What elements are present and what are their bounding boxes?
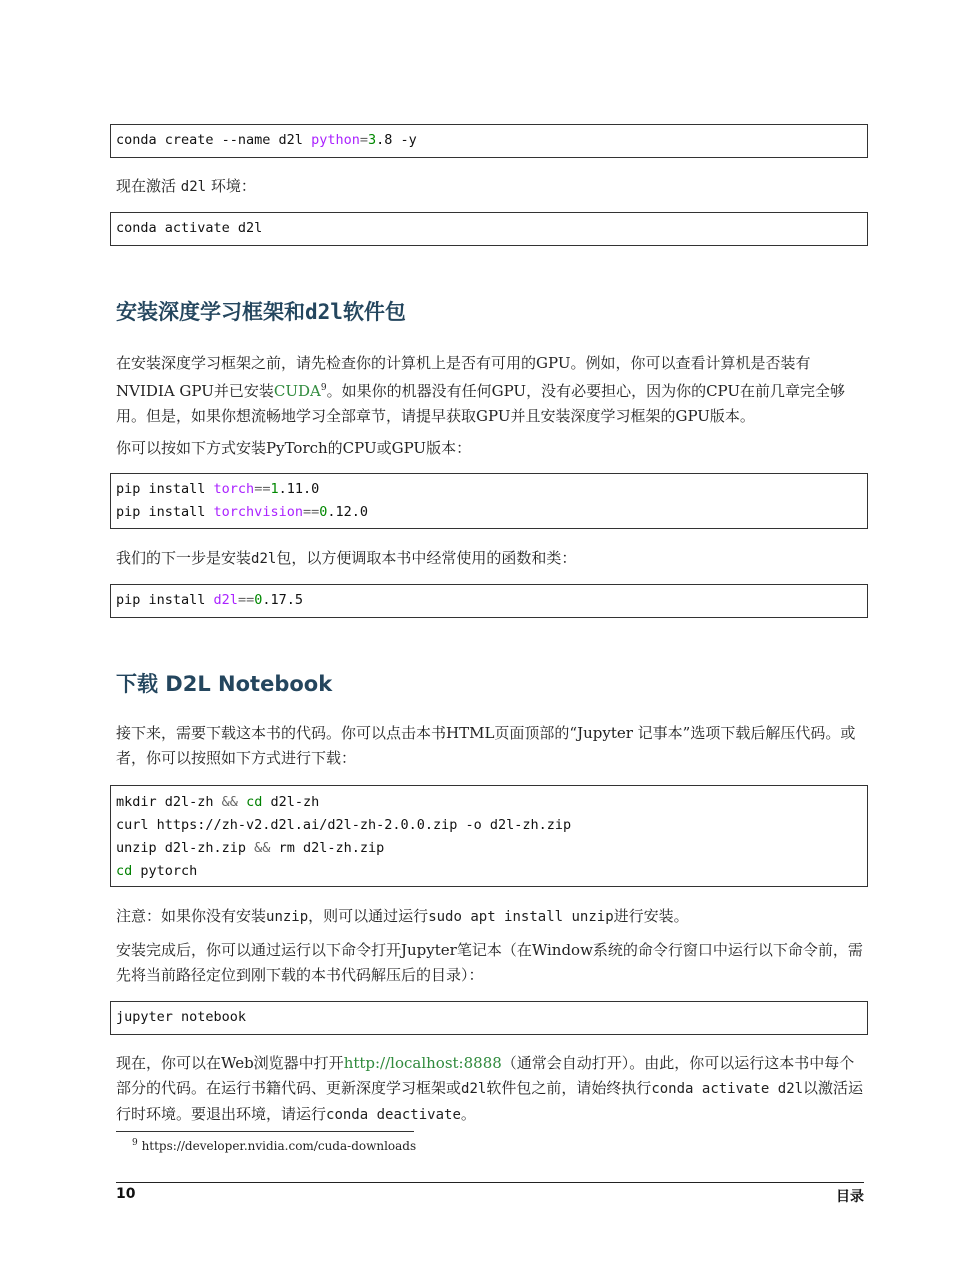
footnote-url[interactable]: https://developer.nvidia.com/cuda-downloads [141,1139,417,1153]
code-keyword: torch [213,481,255,497]
paragraph-browser [116,1051,868,1128]
code-block-download [110,785,868,887]
heading-code: d2l [305,300,343,324]
code-text: pip install [116,481,214,497]
paragraph-d2l-package [116,546,868,572]
footnote-divider [116,1131,414,1132]
code-text: .11.0 [278,481,320,497]
code-text: mkdir d2l-zh [116,794,222,810]
inline-code: d2l [251,551,277,567]
code-operator: && [254,840,271,856]
code-operator: == [302,504,320,520]
code-text: pip install [116,592,214,608]
code-number: 1 [270,481,279,497]
paragraph-jupyter: 安装完成后，你可以通过运行以下命令打开Jupyter笔记本（在Window系统的命令行窗口中运行以下命令前，需先将当前路径定位到刚下载的本书代码解压后的目录）： [116,941,863,984]
inline-code: unzip [266,909,309,925]
code-line: conda activate d2l [116,220,263,236]
code-builtin: cd [116,863,133,879]
paragraph-activate [116,174,868,200]
text: 包，以方便调取本书中经常使用的函数和类： [276,549,577,567]
inline-code: d2l [180,179,207,195]
footnote-number: 9 [132,1138,138,1148]
code-text: conda create --name d2l [116,132,312,148]
code-line [116,129,862,152]
code-builtin: cd [246,794,263,810]
code-line: jupyter notebook [116,1009,247,1025]
text: （通常会自动打开）。由此，你可以运行这本书中每个部分的代码。在运行书籍代码、更新深度学习框架或 [116,1054,855,1097]
code-keyword: d2l [213,592,238,608]
code-block-conda-create [110,124,868,158]
text: 软件包之前，请始终执行 [486,1079,652,1097]
inline-code: d2l [461,1081,487,1097]
code-number: 0 [254,592,263,608]
text: 在安装深度学习框架之前，请先检查你的计算机上是否有可用的GPU。例如，你可以查看计算机是否装有NVIDIA GPU并已安装 [116,354,811,400]
code-operator: == [237,592,255,608]
code-operator: = [359,132,368,148]
page-number: 10 [116,1186,136,1202]
code-keyword: python [311,132,360,148]
code-text: pytorch [132,863,198,879]
code-block-pip-d2l [110,584,868,618]
code-line: curl https://zh-v2.d2l.ai/d2l-zh-2.0.0.zip -o d2l-zh.zip [116,817,572,833]
localhost-link[interactable]: http://localhost:8888 [343,1054,502,1072]
code-text: .8 -y [376,132,417,148]
text: 。如果你的机器没有任何GPU，没有必要担心，因为你的CPU在前几章完全够用。但是，如果你想流畅地学习全部章节，请提早获取GPU并且安装深度学习框架的GPU版本。 [116,382,846,425]
text: 注意：如果你没有安装 [116,907,267,925]
code-text: d2l-zh [262,794,320,810]
code-text: rm d2l-zh.zip [270,840,385,856]
paragraph-download: 接下来，需要下载这本书的代码。你可以点击本书HTML页面顶部的“Jupyter 记事本”选项下载后解压代码。或者，你可以按照如下方式进行下载： [116,724,856,767]
text: 以激活运行时环境。要退出环境，请运行 [116,1079,864,1123]
code-line [116,478,862,501]
inline-code: conda activate d2l [651,1081,804,1097]
code-operator: && [221,794,238,810]
inline-code: conda deactivate [326,1107,461,1123]
code-line [116,837,862,860]
text: ，则可以通过运行 [308,907,429,925]
code-number: 0 [319,504,328,520]
text: 环境： [206,177,256,195]
text: 。 [460,1105,476,1123]
code-text: .12.0 [327,504,368,520]
text: 进行安装。 [613,907,689,925]
code-line [116,589,862,612]
code-line [116,860,862,883]
code-line [116,791,862,814]
section-heading-install [116,296,406,326]
paragraph-unzip-note [116,904,868,930]
code-block-jupyter [110,1001,868,1035]
code-block-pip-torch [110,473,868,529]
code-number: 3 [368,132,377,148]
code-text: .17.5 [262,592,303,608]
code-text: unzip d2l-zh.zip [116,840,255,856]
text: 现在激活 [116,177,181,195]
code-line [116,501,862,524]
code-text [238,794,246,810]
page-footer-title: 目录 [836,1189,864,1205]
code-text: pip install [116,504,214,520]
text: 我们的下一步是安装 [116,549,252,567]
heading-text: 安装深度学习框架和 [116,300,305,324]
inline-code: sudo apt install unzip [428,909,614,925]
section-heading-download: 下载 D2L Notebook [116,672,333,696]
footnote [132,1138,416,1153]
code-block-conda-activate [110,212,868,246]
paragraph-pytorch: 你可以按如下方式安装PyTorch的CPU或GPU版本： [116,439,472,457]
code-keyword: torchvision [213,504,303,520]
footnote-ref[interactable]: 9 [320,383,327,393]
cuda-link[interactable]: CUDA [273,382,321,400]
page-footer-divider [116,1182,864,1183]
text: 现在，你可以在Web浏览器中打开 [116,1054,344,1072]
code-operator: == [254,481,271,497]
heading-text: 软件包 [342,300,406,324]
paragraph-install-intro [116,351,868,429]
